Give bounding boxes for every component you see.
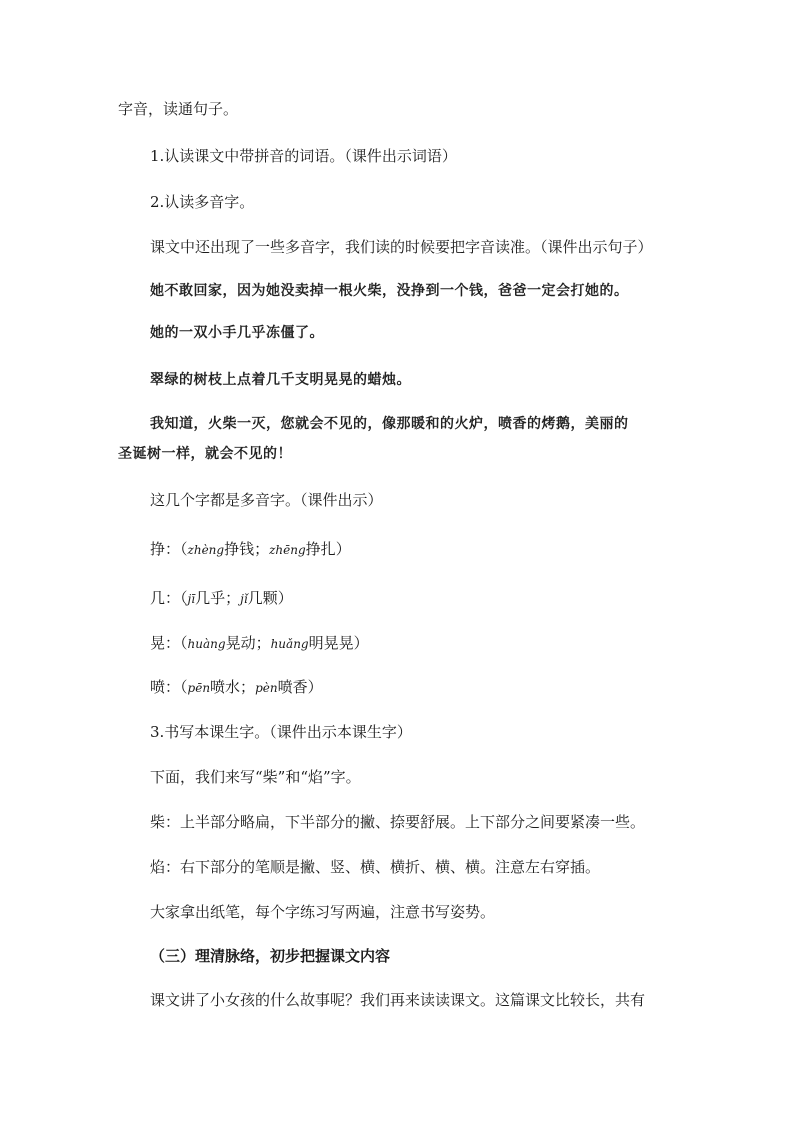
polyphone-char: 喷： [150,678,181,696]
text-line: 字音，读通句子。 [118,100,239,118]
text-line: 下面，我们来写“柴”和“焰”字。 [150,768,361,786]
text-line: 大家拿出纸笔，每个字练习写两遍，注意书写姿势。 [150,903,496,921]
polyphone-line [150,677,323,698]
paren: ） [307,678,323,696]
word: 挣钱； [224,540,270,558]
word: 挣扎 [305,540,336,558]
polyphone-line [150,588,293,609]
text-line: 2.认读多音字。 [150,193,255,211]
word: 喷香 [277,678,308,696]
polyphone-char: 挣： [150,540,181,558]
example-sentence: 她不敢回家，因为她没卖掉一根火柴，没挣到一个钱，爸爸一定会打她的。 [150,283,629,299]
example-sentence: 我知道，火柴一灭，您就会不见的，像那暖和的火炉，喷香的烤鹅，美丽的 [150,416,629,432]
word: 几乎； [195,589,241,607]
paren: ） [353,634,369,652]
word: 晃动； [225,634,271,652]
word: 喷水； [210,678,256,696]
text-line: 课文讲了小女孩的什么故事呢？我们再来读读课文。这篇课文比较长，共有 [150,991,646,1009]
pinyin: zhèng [187,543,225,557]
pinyin: pēn [187,681,211,695]
text-line: 课文中还出现了一些多音字，我们读的时候要把字音读准。（课件出示句子） [150,238,653,256]
text-line: 柴：上半部分略扁，下半部分的撇、捺要舒展。上下部分之间要紧凑一些。 [150,813,646,831]
paren: ） [335,540,351,558]
polyphone-char: 晃： [150,634,181,652]
section-heading: （三）理清脉络，初步把握课文内容 [150,947,391,965]
paren: （ [180,540,188,558]
word: 明晃晃 [308,634,354,652]
polyphone-line [150,539,351,560]
pinyin: huàng [187,637,226,651]
pinyin: jī [187,592,196,606]
pinyin: jǐ [240,592,248,606]
example-sentence: 翠绿的树枝上点着几千支明晃晃的蜡烛。 [150,372,411,388]
paren: （ [180,589,188,607]
pinyin: zhēng [269,543,306,557]
text-line: 1.认读课文中带拼音的词语。（课件出示词语） [150,147,457,165]
pinyin: huǎng [270,637,309,651]
pinyin: pèn [255,681,278,695]
paren: （ [180,678,188,696]
text-line: 这几个字都是多音字。（课件出示） [150,491,383,509]
paren: （ [180,634,188,652]
polyphone-line [150,633,369,654]
example-sentence: 圣诞树一样，就会不见的！ [118,446,292,462]
example-sentence: 她的一双小手几乎冻僵了。 [150,325,324,341]
polyphone-char: 几： [150,589,181,607]
word: 几颗 [247,589,278,607]
text-line: 3.书写本课生字。（课件出示本课生字） [150,723,412,741]
text-line: 焰：右下部分的笔顺是撇、竖、横、横折、横、横。注意左右穿插。 [150,858,601,876]
paren: ） [277,589,293,607]
